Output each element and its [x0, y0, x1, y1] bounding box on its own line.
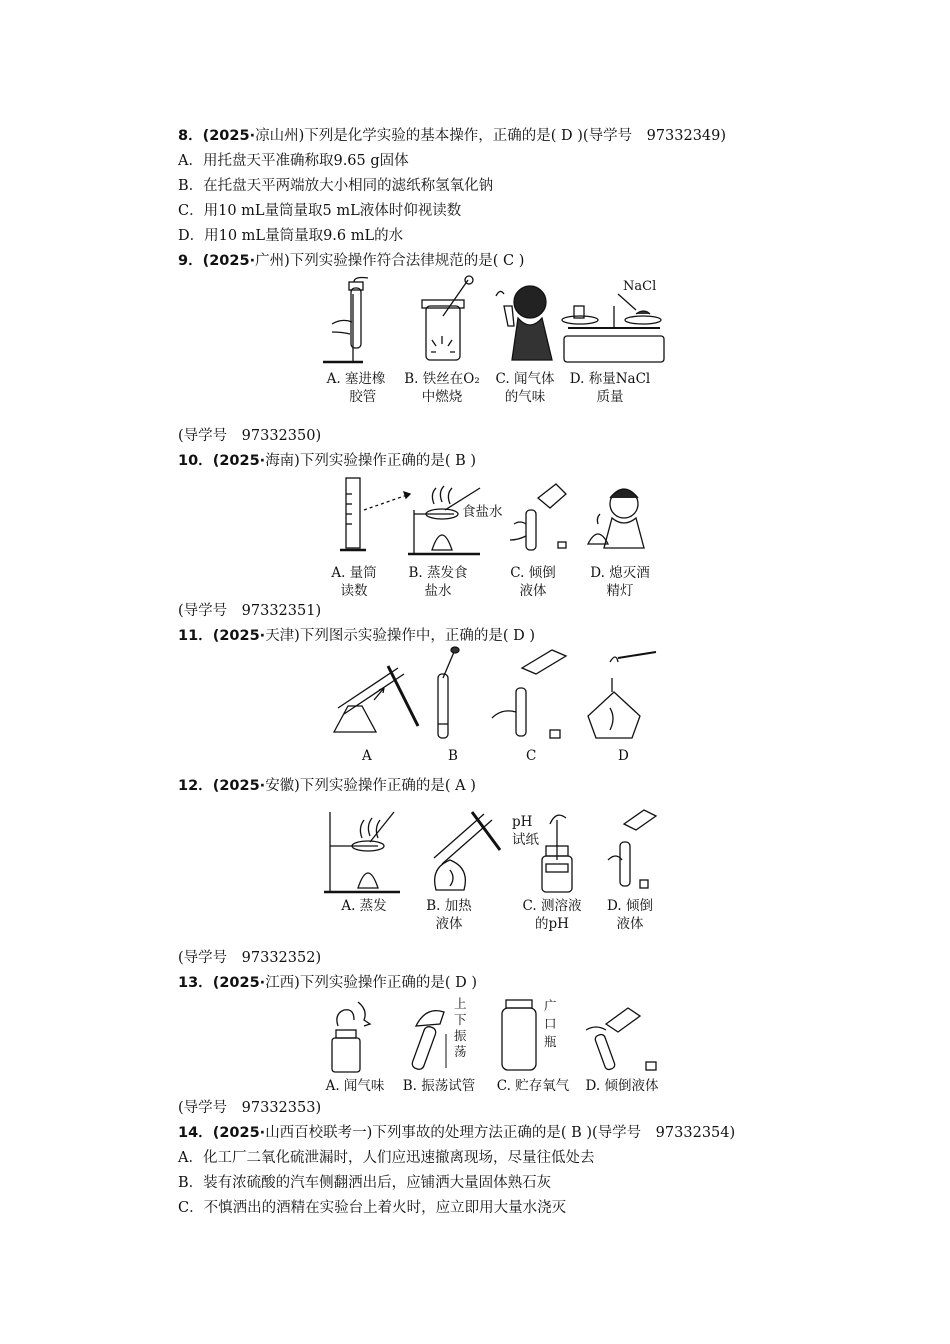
- q13-guide-number: (导学号 97332353): [178, 1100, 322, 1116]
- q14-option-c: C．不慎洒出的酒精在实验台上着火时，应立即用大量水浇灭: [178, 1200, 567, 1216]
- q11-c-pouring-illustration: [492, 650, 566, 738]
- q11-caption-c: C: [526, 748, 537, 764]
- q10-a-cylinder-illustration: [340, 478, 410, 550]
- q12-stem: [178, 776, 476, 796]
- q9-caption-a: A. 塞进橡 胶管: [326, 371, 386, 405]
- q10-caption-c: C. 倾倒 液体: [510, 565, 556, 599]
- q13-caption-b: B. 振荡试管: [402, 1078, 476, 1094]
- q14-number: 14．: [178, 1125, 213, 1141]
- q12-a-evaporation-illustration: [324, 812, 400, 892]
- q9-c-boy-illustration: [496, 286, 552, 360]
- q10-caption-b: B. 蒸发食 盐水: [408, 565, 468, 599]
- q13-number: 13．: [178, 975, 213, 991]
- q9-b-jar-illustration: [422, 276, 473, 360]
- q9-caption-c: C. 闻气体 的气味: [495, 371, 555, 405]
- q12-ph-label: [512, 814, 540, 848]
- q9-text: 广州)下列实验操作符合法律规范的是( C ): [255, 253, 525, 269]
- q11-d-lamp-illustration: [588, 652, 656, 738]
- q14-option-b: B．装有浓硫酸的汽车侧翻洒出后，应铺洒大量固体熟石灰: [178, 1175, 552, 1191]
- q13-c-bottle-illustration: [502, 1000, 536, 1070]
- q11-caption-d: D: [618, 748, 629, 764]
- q11-source: (2025·: [212, 628, 266, 644]
- q12-number: 12．: [178, 778, 213, 794]
- q9-caption-d: D. 称量NaCl 质量: [569, 371, 651, 405]
- q14-text: 山西百校联考一)下列事故的处理方法正确的是( B )(导学号 97332354): [265, 1125, 736, 1141]
- q11-caption-a: A: [362, 748, 372, 764]
- q11-figure: [328, 648, 668, 764]
- q10-caption-a: A. 量筒 读数: [331, 565, 377, 599]
- q10-figure: [330, 474, 660, 562]
- q13-caption-c: C. 贮存氧气: [496, 1078, 570, 1094]
- q10-source: (2025·: [212, 453, 266, 469]
- q10-b-evaporation-illustration: [408, 486, 480, 554]
- q12-guide-number: (导学号 97332352): [178, 950, 322, 966]
- q9-stem: [178, 251, 524, 271]
- q9-nacl-label: NaCl: [623, 279, 657, 294]
- q14-source: (2025·: [212, 1125, 266, 1141]
- q12-caption-c: C. 测溶液 的pH: [522, 898, 582, 932]
- q8-option-b: B．在托盘天平两端放大小相同的滤纸称氢氧化钠: [178, 178, 494, 194]
- q10-guide-number: (导学号 97332351): [178, 603, 322, 619]
- q10-stem: [178, 451, 476, 471]
- q12-figure: [324, 800, 664, 896]
- q10-caption-d: D. 熄灭酒 精灯: [590, 565, 650, 599]
- q14-stem: [178, 1123, 735, 1143]
- q9-a-tube-stopper-illustration: [323, 278, 368, 363]
- q12-ph-label-line2: 试纸: [512, 832, 539, 848]
- q13-a-smell-illustration: [332, 1002, 370, 1072]
- q9-guide-number: (导学号 97332350): [178, 428, 322, 444]
- q12-d-pouring-illustration: [608, 810, 656, 888]
- q11-caption-b: B: [448, 748, 458, 764]
- q9-number: 9．: [178, 253, 203, 269]
- q10-number: 10．: [178, 453, 213, 469]
- q13-source: (2025·: [212, 975, 266, 991]
- q13-stem: [178, 973, 477, 993]
- q8-option-c: C．用10 mL量筒量取5 mL液体时仰视读数: [178, 203, 462, 219]
- q11-text: 天津)下列图示实验操作中，正确的是( D ): [265, 628, 536, 644]
- q13-shake-label: 上 下 振 荡: [454, 996, 467, 1059]
- q9-figure: [318, 276, 668, 366]
- q13-caption-a: A. 闻气味: [325, 1078, 385, 1094]
- q10-c-pouring-illustration: [510, 484, 566, 550]
- q9-caption-b: B. 铁丝在O₂ 中燃烧: [404, 371, 480, 405]
- q8-text: 凉山州)下列是化学实验的基本操作，正确的是( D )(导学号 97332349): [255, 128, 727, 144]
- q11-b-dropper-tube-illustration: [438, 647, 459, 738]
- q12-caption-a: A. 蒸发: [341, 898, 387, 914]
- q8-option-a: A．用托盘天平准确称取9.65 g固体: [178, 153, 409, 169]
- q9-source: (2025·: [202, 253, 256, 269]
- q11-number: 11．: [178, 628, 213, 644]
- q8-number: 8．: [178, 128, 203, 144]
- q10-salt-water-label: 食盐水: [462, 504, 503, 520]
- q12-caption-d: D. 倾倒 液体: [607, 898, 653, 932]
- q10-text: 海南)下列实验操作正确的是( B ): [265, 453, 477, 469]
- q13-caption-d: D. 倾倒液体: [585, 1078, 659, 1094]
- q12-ph-label-line1: pH: [512, 814, 533, 830]
- q8-option-d: D．用10 mL量筒量取9.6 mL的水: [178, 228, 404, 244]
- q10-d-boy-lamp-illustration: [588, 489, 644, 548]
- q13-d-pouring-illustration: [586, 1008, 656, 1071]
- q13-text: 江西)下列实验操作正确的是( D ): [265, 975, 478, 991]
- q8-stem: [178, 126, 726, 146]
- q12-text: 安徽)下列实验操作正确的是( A ): [265, 778, 476, 794]
- q11-a-heating-tube-illustration: [334, 666, 418, 732]
- q13-figure: [324, 996, 664, 1074]
- q13-bottle-label: 广 口 瓶: [544, 998, 557, 1049]
- q12-b-heating-liquid-illustration: [434, 812, 500, 890]
- q9-d-balance-illustration: [562, 294, 664, 362]
- q14-option-a: A．化工厂二氧化硫泄漏时，人们应迅速撤离现场，尽量往低处去: [178, 1150, 595, 1166]
- q11-stem: [178, 626, 535, 646]
- q12-caption-b: B. 加热 液体: [426, 898, 472, 932]
- q13-b-shake-illustration: [411, 1011, 446, 1071]
- q12-source: (2025·: [212, 778, 266, 794]
- q8-source: (2025·: [202, 128, 256, 144]
- q12-c-ph-test-illustration: [542, 815, 572, 892]
